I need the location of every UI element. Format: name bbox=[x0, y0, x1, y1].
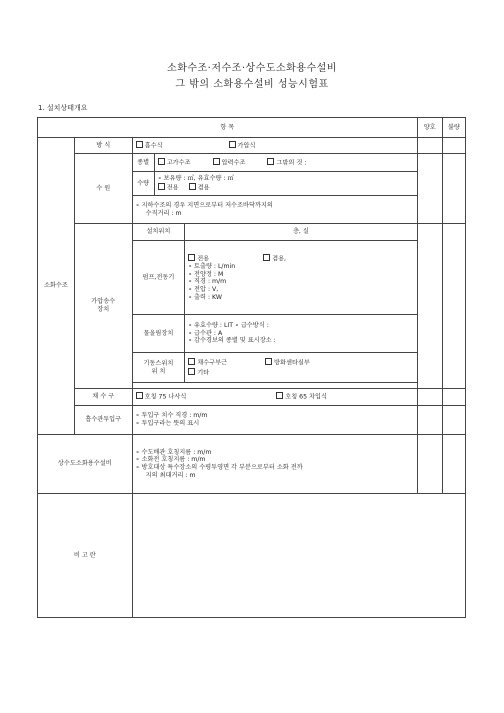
install-position-label: 설치위치 bbox=[132, 224, 185, 241]
underground-line1: ∘ 지하수조의 경우 지면으로부터 저수조바닥까지의 bbox=[135, 201, 273, 209]
underground-line2: 수직거리 : m bbox=[145, 209, 182, 217]
inlet-marking: ∘ 투입구라는 뜻의 표시 bbox=[135, 420, 200, 427]
municipal-hydrant: ∘ 소화전 호칭지름 : m/m bbox=[135, 456, 206, 464]
good-cell[interactable] bbox=[417, 389, 442, 406]
method-label: 방 식 bbox=[74, 138, 132, 154]
bad-cell[interactable] bbox=[442, 389, 465, 406]
water-kind-row bbox=[38, 154, 466, 172]
method-options bbox=[132, 138, 417, 154]
kind-label: 종별 bbox=[132, 154, 154, 172]
suction-inlet-row bbox=[38, 406, 466, 435]
install-position-value: 층, 실 bbox=[185, 224, 417, 241]
municipal-distance-line1: ∘ 방호대상 특수장소의 수평투영면 각 부분으로부터 소화 전까 bbox=[135, 464, 303, 471]
remarks-row bbox=[38, 494, 466, 618]
pump-option-dedicated: 전용 bbox=[197, 255, 210, 262]
good-cell[interactable] bbox=[417, 154, 442, 224]
priming-label: 물올림장치 bbox=[132, 315, 185, 353]
checkbox[interactable] bbox=[265, 358, 272, 365]
install-position-row bbox=[38, 224, 466, 241]
intake-row bbox=[38, 389, 466, 406]
intake-options bbox=[132, 389, 417, 406]
priming-volume: ∘ 유효수량 : LIT ∘ 급수방식 : bbox=[188, 321, 269, 329]
start-switch-details bbox=[185, 353, 417, 383]
header-good: 양호 bbox=[417, 118, 442, 138]
volume-option-shared: 겸용 bbox=[197, 184, 210, 192]
pump-diameter: ∘ 직경 : m/m bbox=[188, 278, 227, 286]
good-cell[interactable] bbox=[417, 406, 442, 435]
method-option-pressurized: 가압식 bbox=[237, 142, 256, 150]
checkbox[interactable] bbox=[189, 183, 196, 190]
volume-details bbox=[154, 172, 417, 196]
municipal-distance-line2: 지의 최대거리 : m bbox=[145, 471, 196, 479]
intake-option-65: 호칭 65 차입식 bbox=[285, 393, 327, 401]
suction-inlet-label: 흡수관투입구 bbox=[74, 406, 132, 435]
volume-line: ∘ 보유량 : ㎥, 유효수량 : ㎥ bbox=[157, 175, 234, 182]
start-switch-label: 기동스위치 위 치 bbox=[132, 353, 185, 383]
good-cell[interactable] bbox=[417, 138, 442, 154]
switch-option-intake: 채수구부근 bbox=[197, 359, 228, 367]
performance-test-table bbox=[37, 117, 466, 618]
intake-label: 채 수 구 bbox=[74, 389, 132, 406]
header-item: 항 목 bbox=[38, 118, 418, 138]
remarks-label: 비 고 란 bbox=[38, 494, 133, 618]
intake-option-75: 호칭 75 나사식 bbox=[144, 393, 187, 401]
checkbox[interactable] bbox=[158, 183, 165, 190]
checkbox[interactable] bbox=[188, 358, 195, 365]
bad-cell[interactable] bbox=[442, 406, 465, 435]
method-row bbox=[38, 138, 466, 154]
pump-voltage: ∘ 전압 : V, bbox=[188, 286, 219, 293]
bad-cell[interactable] bbox=[442, 138, 465, 154]
good-cell[interactable] bbox=[417, 435, 442, 494]
municipal-pipe: ∘ 수도배관 호칭지름 : m/m bbox=[135, 448, 212, 456]
kind-option-pressure: 압력수조 bbox=[221, 159, 246, 167]
pump-head: ∘ 전양정 : M bbox=[188, 270, 224, 278]
pump-label: 펌프,전동기 bbox=[132, 241, 185, 315]
checkbox[interactable] bbox=[188, 368, 195, 375]
switch-option-other: 기타 bbox=[197, 369, 210, 376]
bad-cell[interactable] bbox=[442, 224, 465, 389]
pump-option-shared: 겸용, bbox=[272, 255, 287, 262]
remarks-field[interactable] bbox=[132, 494, 465, 618]
kind-option-elevated: 고가수조 bbox=[166, 159, 191, 167]
checkbox[interactable] bbox=[229, 141, 236, 148]
checkbox[interactable] bbox=[158, 158, 165, 165]
good-cell[interactable] bbox=[417, 224, 442, 389]
section-heading: 1. 설치상태개요 bbox=[38, 104, 88, 112]
pump-details bbox=[185, 241, 417, 315]
checkbox[interactable] bbox=[136, 392, 143, 399]
switch-option-center: 방화센타실부 bbox=[274, 359, 310, 367]
checkbox[interactable] bbox=[213, 158, 220, 165]
priming-alarm: ∘ 감수경보의 종별 및 표시장소 : bbox=[188, 337, 276, 345]
volume-label: 수량 bbox=[132, 172, 154, 196]
priming-supply-pipe: ∘ 급수관 : A bbox=[188, 329, 223, 337]
municipal-label: 상수도소화용수설비 bbox=[38, 435, 133, 494]
bad-cell[interactable] bbox=[442, 435, 465, 494]
method-option-suction: 흡수식 bbox=[144, 142, 163, 150]
checkbox[interactable] bbox=[188, 254, 195, 261]
kind-options bbox=[154, 154, 417, 172]
suction-inlet-details bbox=[132, 406, 417, 435]
underground-details bbox=[132, 196, 417, 224]
form-title-line1: 소화수조·저수조·상수도소화용수설비 bbox=[167, 63, 337, 74]
volume-option-dedicated: 전용 bbox=[166, 184, 179, 192]
checkbox[interactable] bbox=[276, 392, 283, 399]
municipal-row bbox=[38, 435, 466, 494]
inlet-size: ∘ 투입구 치수 직경 : m/m bbox=[135, 412, 208, 420]
municipal-details bbox=[132, 435, 417, 494]
header-bad: 불량 bbox=[442, 118, 465, 138]
kind-option-other: 그밖의 것 : bbox=[276, 159, 307, 167]
form-title-line2: 그 밖의 소화용수설비 성능시험표 bbox=[175, 79, 329, 90]
pump-discharge: ∘ 토출량 : L/min bbox=[188, 262, 236, 270]
pump-output: ∘ 출력 : KW bbox=[188, 293, 222, 301]
fire-tank-label: 소화수조 bbox=[38, 138, 75, 435]
header-row bbox=[38, 118, 466, 138]
checkbox[interactable] bbox=[263, 254, 270, 261]
priming-details bbox=[185, 315, 417, 353]
water-source-label: 수 원 bbox=[74, 154, 132, 224]
pump-device-label: 가압송수 장치 bbox=[74, 224, 132, 389]
bad-cell[interactable] bbox=[442, 154, 465, 224]
checkbox[interactable] bbox=[267, 158, 274, 165]
checkbox[interactable] bbox=[136, 141, 143, 148]
